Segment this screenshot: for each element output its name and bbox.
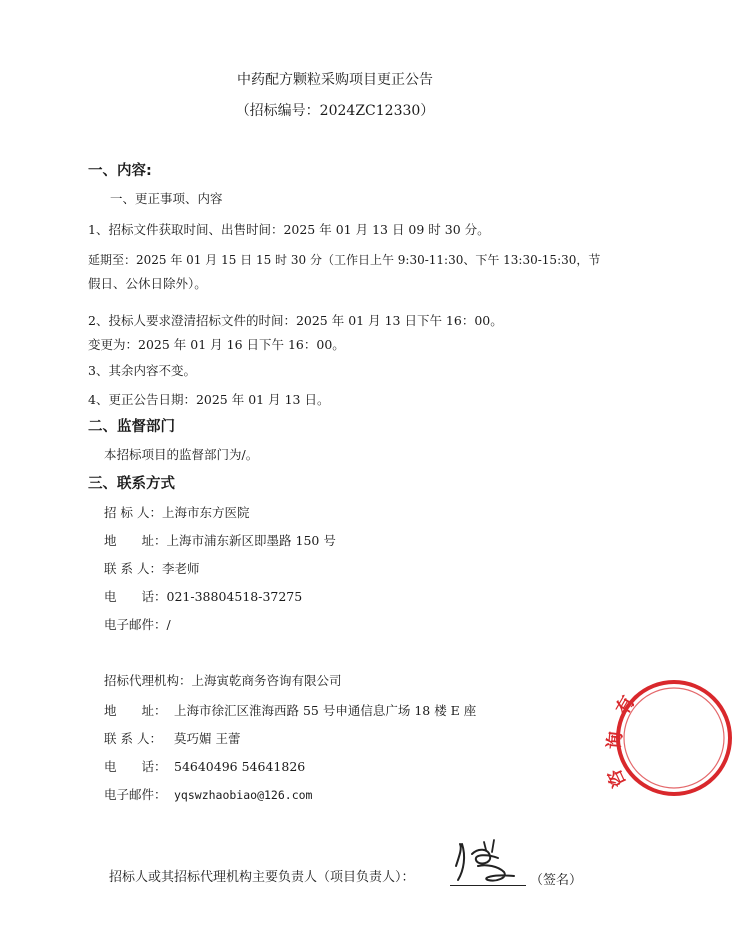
item-1-extension: 延期至：2025 年 01 月 15 日 15 时 30 分（工作日上午 9:30-11:30、下午 13:30-15:30，节 <box>88 253 601 267</box>
tenderer-email-label: 电子邮件： <box>104 617 167 632</box>
tenderer-phone-row <box>104 589 302 605</box>
svg-text:有: 有 <box>612 692 640 719</box>
tenderer-phone-label: 电 话： <box>104 589 167 604</box>
item-4: 4、更正公告日期：2025 年 01 月 13 日。 <box>88 392 330 407</box>
agency-phone-label: 电 话： <box>104 759 167 774</box>
agency-address: 上海市徐汇区淮海西路 55 号申通信息广场 18 楼 E 座 <box>174 703 477 718</box>
section2-heading: 二、监督部门 <box>88 419 175 435</box>
tenderer-email: / <box>166 617 171 632</box>
svg-text:询: 询 <box>604 730 627 751</box>
tenderer-address-row <box>104 533 336 549</box>
tenderer-contact-label: 联 系 人： <box>104 561 162 576</box>
tenderer-address: 上海市浦东新区即墨路 150 号 <box>166 533 336 548</box>
tenderer-email-row <box>104 617 171 633</box>
tenderer-name: 上海市东方医院 <box>161 505 250 520</box>
item-1-extension-cont: 假日、公休日除外）。 <box>88 276 207 291</box>
doc-title: 中药配方颗粒采购项目更正公告 <box>237 72 433 88</box>
section1-subheading: 一、更正事项、内容 <box>110 191 223 206</box>
supervision-text: 本招标项目的监督部门为/。 <box>104 447 259 462</box>
tenderer-name-label: 招 标 人： <box>104 505 162 520</box>
section3-heading: 三、联系方式 <box>88 476 175 492</box>
tenderer-phone: 021-38804518-37275 <box>166 589 303 604</box>
agency-phone: 54640496 54641826 <box>174 759 306 774</box>
sign-suffix: （签名） <box>530 873 583 888</box>
agency-email: yqswzhaobiao@126.com <box>174 788 313 802</box>
tenderer-address-label: 地 址： <box>104 533 167 548</box>
item-3: 3、其余内容不变。 <box>88 363 196 378</box>
agency-contact-label: 联 系 人： <box>104 731 162 746</box>
item-2-change: 变更为：2025 年 01 月 16 日下午 16：00。 <box>88 337 345 352</box>
agency-contact-row <box>104 731 240 747</box>
official-seal <box>603 672 732 802</box>
doc-subtitle: （招标编号：2024ZC12330） <box>235 103 435 119</box>
agency-address-label: 地 址： <box>104 703 167 718</box>
tenderer-name-row <box>104 505 249 521</box>
agency-name-label: 招标代理机构： <box>104 673 192 688</box>
item-2: 2、投标人要求澄清招标文件的时间：2025 年 01 月 13 日下午 16：00。 <box>88 313 503 328</box>
agency-name-row <box>104 673 342 689</box>
tenderer-contact-row <box>104 561 199 577</box>
agency-address-row <box>104 703 476 719</box>
svg-text:咨: 咨 <box>603 765 631 791</box>
item-1: 1、招标文件获取时间、出售时间：2025 年 01 月 13 日 09 时 30 分。 <box>88 222 490 237</box>
agency-contact: 莫巧媚 王蕾 <box>174 731 241 746</box>
tenderer-contact: 李老师 <box>161 561 200 576</box>
agency-phone-row <box>104 759 305 775</box>
agency-name: 上海寅乾商务咨询有限公司 <box>191 673 342 688</box>
agency-email-row <box>104 787 312 803</box>
section1-heading: 一、内容: <box>88 163 152 179</box>
signer-label: 招标人或其招标代理机构主要负责人（项目负责人）： <box>109 870 415 885</box>
agency-email-label: 电子邮件： <box>104 787 167 802</box>
handwritten-signature <box>448 836 526 888</box>
